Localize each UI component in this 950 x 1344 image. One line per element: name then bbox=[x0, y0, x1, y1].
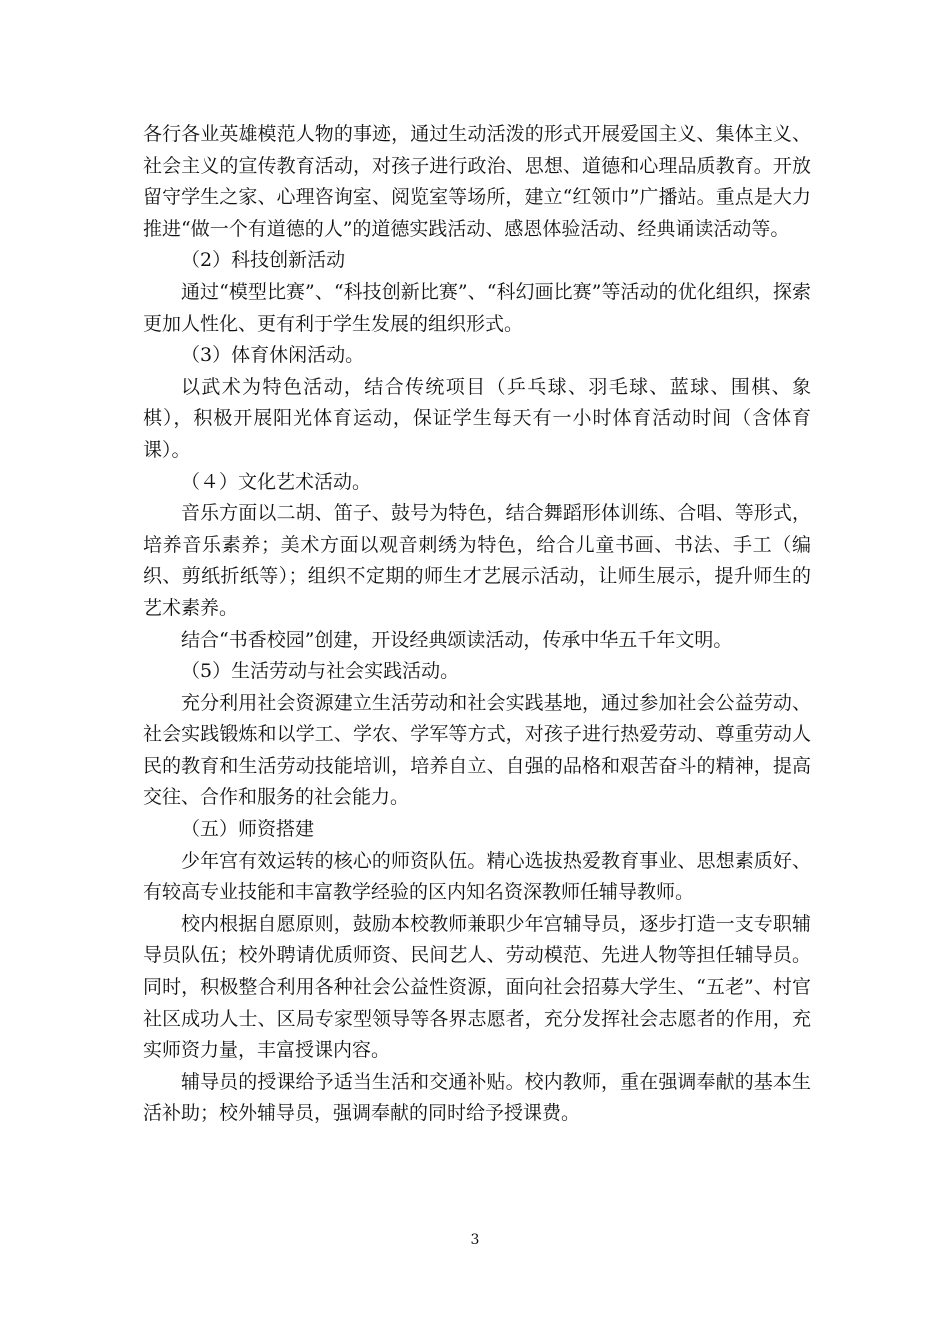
paragraph-tech-innovation: 通过“模型比赛”、“科技创新比赛”、“科幻画比赛”等活动的优化组织，探索更加人性化、更有利于学生发展的组织形式。 bbox=[143, 280, 811, 335]
heading-teacher-staffing: （五）师资搭建 bbox=[181, 818, 315, 841]
document-body bbox=[143, 119, 811, 1130]
paragraph-culture-arts: 音乐方面以二胡、笛子、鼓号为特色，结合舞蹈形体训练、合唱、等形式，培养音乐素养；美术方面以观音刺绣为特色，给合儿童书画、书法、手工（编织、剪纸折纸等）；组织不定期的师生才艺展示活动，让师生展示，提升师生的艺术素养。 bbox=[143, 502, 811, 619]
paragraph-teacher-core: 少年宫有效运转的核心的师资队伍。精心选拔热爱教育事业、思想素质好、有较高专业技能和丰富教学经验的区内知名资深教师任辅导教师。 bbox=[143, 849, 811, 904]
heading-culture-arts: （４）文化艺术活动。 bbox=[181, 470, 372, 493]
paragraph-teacher-subsidy: 辅导员的授课给予适当生活和交通补贴。校内教师，重在强调奉献的基本生活补助；校外辅导员，强调奉献的同时给予授课费。 bbox=[143, 1070, 811, 1125]
paragraph-scholarly-campus: 结合“书香校园”创建，开设经典颂读活动，传承中华五千年文明。 bbox=[181, 628, 733, 651]
paragraph-labor-practice: 充分利用社会资源建立生活劳动和社会实践基地，通过参加社会公益劳动、社会实践锻炼和以学工、学农、学军等方式，对孩子进行热爱劳动、尊重劳动人民的教育和生活劳动技能培训，培养自立、自强的品格和艰苦奋斗的精神，提高交往、合作和服务的社会能力。 bbox=[143, 691, 811, 809]
paragraph-sports-leisure: 以武术为特色活动，结合传统项目（乒乓球、羽毛球、蓝球、围棋、象棋），积极开展阳光体育运动，保证学生每天有一小时体育活动时间（含体育课）。 bbox=[143, 375, 811, 461]
paragraph-moral-education-continued: 各行各业英雄模范人物的事迹，通过生动活泼的形式开展爱国主义、集体主义、社会主义的宣传教育活动，对孩子进行政治、思想、道德和心理品质教育。开放留守学生之家、心理咨询室、阅览室等场所，建立“红领巾”广播站。重点是大力推进“做一个有道德的人”的道德实践活动、感恩体验活动、经典诵读活动等。 bbox=[143, 123, 811, 240]
paragraph-teacher-recruitment: 校内根据自愿原则，鼓励本校教师兼职少年宫辅导员，逐步打造一支专职辅导员队伍；校外聘请优质师资、民间艺人、劳动模范、先进人物等担任辅导员。同时，积极整合利用各种社会公益性资源，面向社会招募大学生、“五老”、村官社区成功人士、区局专家型领导等各界志愿者，充分发挥社会志愿者的作用，充实师资力量，丰富授课内容。 bbox=[143, 912, 811, 1062]
heading-sports-leisure: （3）体育休闲活动。 bbox=[181, 344, 365, 367]
heading-labor-practice: （5）生活劳动与社会实践活动。 bbox=[181, 660, 460, 683]
heading-tech-innovation: （2）科技创新活动 bbox=[181, 249, 346, 272]
page-number: 3 bbox=[470, 1232, 480, 1248]
